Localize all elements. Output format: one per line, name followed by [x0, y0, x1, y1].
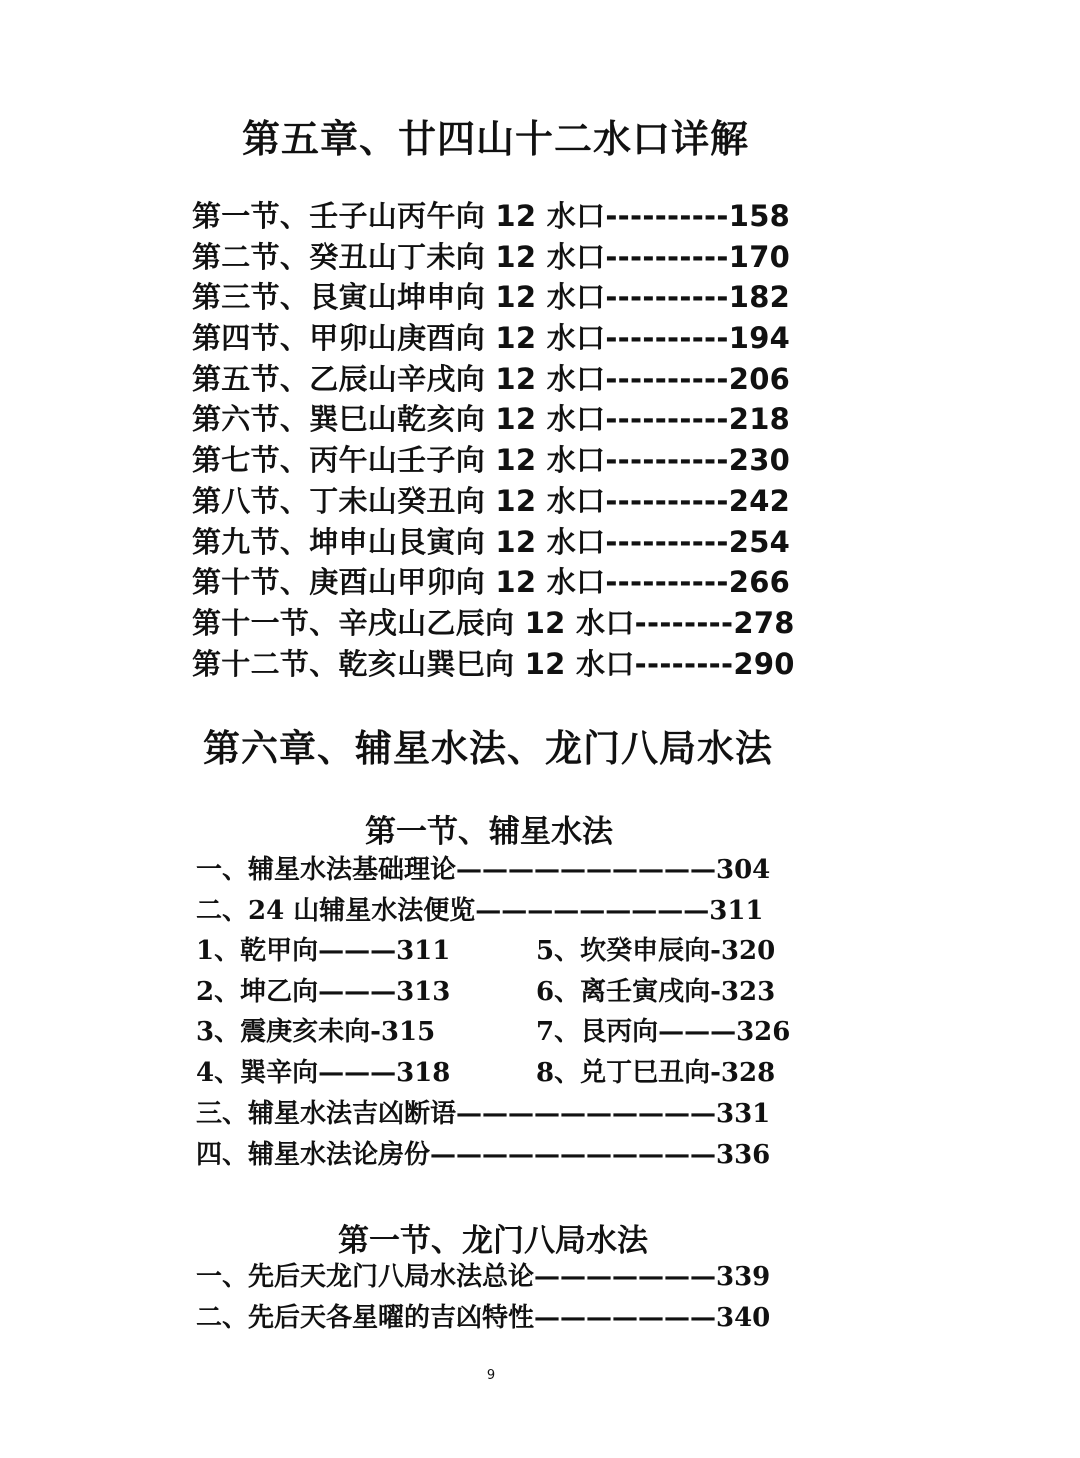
- toc-entry: 第三节、艮寅山坤申向 12 水口----------182: [192, 280, 791, 315]
- toc-entry: 二、24 山辅星水法便览—————————311: [196, 895, 764, 926]
- toc-entry: 第七节、丙午山壬子向 12 水口----------230: [192, 443, 791, 478]
- chapter5-toc-list: [192, 196, 795, 684]
- section2-toc-list: [196, 1257, 770, 1338]
- toc-entry: 第五节、乙辰山辛戌向 12 水口----------206: [192, 361, 791, 396]
- section1-direction-grid: [196, 931, 816, 1094]
- toc-entry: 第六节、巽巳山乾亥向 12 水口----------218: [192, 402, 791, 437]
- grid-entry: 3、震庚亥未向-315: [196, 1017, 436, 1048]
- toc-entry: 第九节、坤申山艮寅向 12 水口----------254: [192, 524, 791, 559]
- toc-entry: 四、辅星水法论房份———————————336: [196, 1139, 771, 1170]
- grid-entry: 4、巽辛向———318: [196, 1058, 451, 1089]
- grid-entry: 8、兑丁巳丑向-328: [536, 1058, 776, 1089]
- grid-entry: 1、乾甲向———311: [196, 936, 451, 966]
- toc-entry: 第二节、癸丑山丁未向 12 水口----------170: [192, 239, 791, 274]
- grid-entry: 5、坎癸申辰向-320: [536, 936, 776, 966]
- toc-entry: 三、辅星水法吉凶断语——————————331: [196, 1099, 771, 1129]
- page-number: 9: [486, 1368, 496, 1383]
- toc-entry: 第一节、壬子山丙午向 12 水口----------158: [192, 199, 791, 233]
- toc-entry: 一、先后天龙门八局水法总论———————339: [196, 1262, 771, 1292]
- grid-entry: 2、坤乙向———313: [196, 976, 451, 1007]
- grid-entry: 7、艮丙向———326: [536, 1017, 791, 1048]
- section1-toc-list-bottom: [196, 1094, 770, 1175]
- toc-entry: 第十节、庚酉山甲卯向 12 水口----------266: [192, 565, 791, 600]
- toc-entry: 一、辅星水法基础理论——————————304: [196, 855, 771, 885]
- grid-entry: 6、离壬寅戌向-323: [536, 976, 776, 1007]
- toc-entry: 第四节、甲卯山庚酉向 12 水口----------194: [192, 321, 791, 356]
- chapter5-title: 第五章、廿四山十二水口详解: [242, 117, 750, 161]
- toc-entry: 第十一节、辛戌山乙辰向 12 水口--------278: [192, 605, 795, 640]
- section2-title: 第一节、龙门八局水法: [338, 1223, 648, 1259]
- chapter6-title: 第六章、辅星水法、龙门八局水法: [203, 727, 773, 770]
- section1-title: 第一节、辅星水法: [365, 814, 613, 850]
- section1-toc-list: [196, 850, 770, 931]
- toc-entry: 二、先后天各星曜的吉凶特性———————340: [196, 1302, 771, 1333]
- toc-entry: 第八节、丁未山癸丑向 12 水口----------242: [192, 483, 791, 518]
- toc-entry: 第十二节、乾亥山巽巳向 12 水口--------290: [192, 646, 795, 681]
